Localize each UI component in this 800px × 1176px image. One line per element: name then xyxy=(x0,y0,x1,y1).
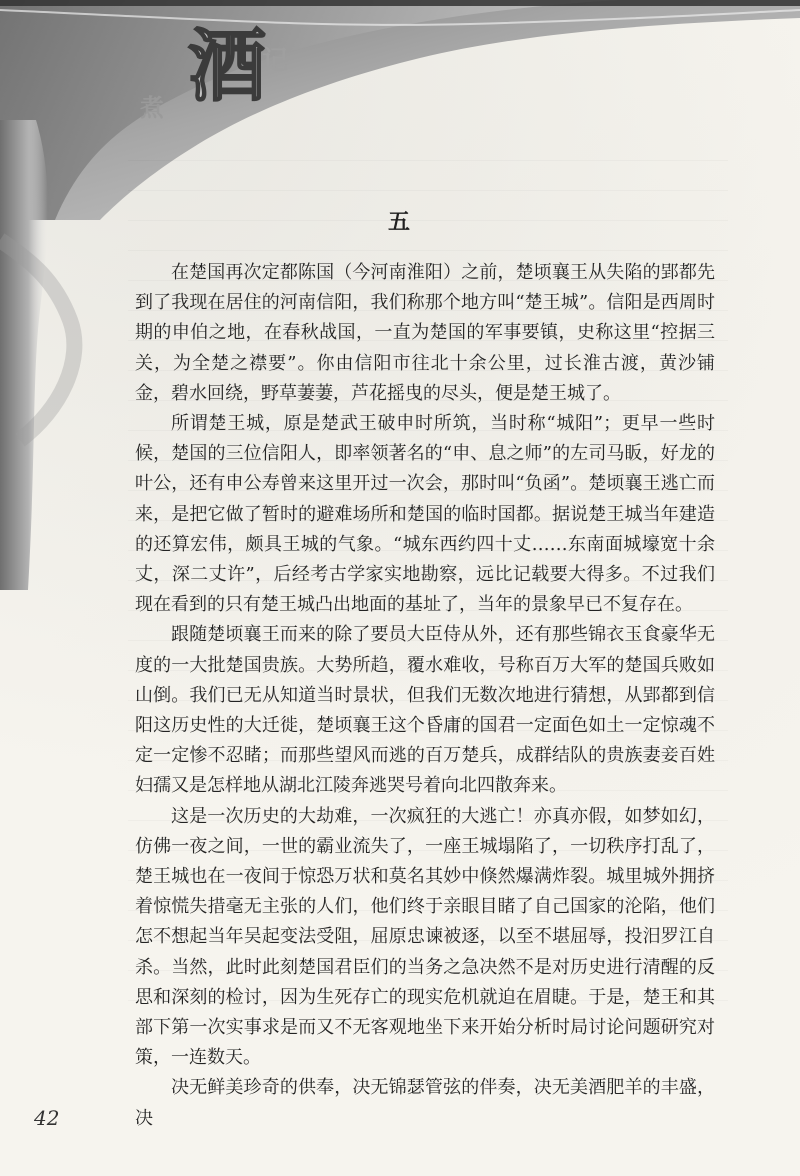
title-char-ji: 记 xyxy=(262,46,289,76)
paragraph: 这是一次历史的大劫难，一次疯狂的大逃亡！亦真亦假，如梦如幻，仿佛一夜之间，一世的霸业流失了，一座王城塌陷了，一切秩序打乱了，楚王城也在一夜间于惊恐万状和莫名其妙中倏然爆满炸裂。城里城外拥挤着惊慌失措毫无主张的人们，他们终于亲眼目睹了自己国家的沦陷，他们怎不想起当年吴起变法受阻，屈原忠谏被逐，以至不堪屈辱，投汨罗江自杀。当然，此时此刻楚国君臣们的当务之急决然不是对历史进行清醒的反思和深刻的检讨，因为生死存亡的现实危机就迫在眉睫。于是，楚王和其部下第一次实事求是而又不无客观地坐下来开始分析时局讨论问题研究对策，一连数天。 xyxy=(135,805,715,1069)
chapter-heading: 五 xyxy=(387,209,412,235)
left-edge-brush-decoration xyxy=(0,120,150,590)
paragraph: 在楚国再次定都陈国（今河南淮阳）之前，楚顷襄王从失陷的郢都先到了我现在居住的河南信阳，我们称那个地方叫“楚王城”。信阳是西周时期的申伯之地，在春秋战国，一直为楚国的军事要镇，史称这里“控据三关，为全楚之襟要”。你由信阳市往北十余公里，过长淮古渡，黄沙铺金，碧水回绕，野草萋萋，芦花摇曳的尽头，便是楚王城了。 xyxy=(135,262,715,404)
title-char-zhu: 煮 xyxy=(140,93,164,122)
paragraph: 跟随楚顷襄王而来的除了要员大臣侍从外，还有那些锦衣玉食豪华无度的一大批楚国贵族。大势所趋，覆水难收，号称百万大军的楚国兵败如山倒。我们已无从知道当时景状，但我们无数次地进行猜想，从郢都到信阳这历史性的大迁徙，楚顷襄王这个昏庸的国君一定面色如土一定惊魂不定一定惨不忍睹；而那些望风而逃的百万楚兵，成群结队的贵族妻妾百姓妇孺又是怎样地从湖北江陵奔逃哭号着向北四散奔来。 xyxy=(135,624,715,797)
paragraph: 决无鲜美珍奇的供奉，决无锦瑟管弦的伴奏，决无美酒肥羊的丰盛，决 xyxy=(135,1077,715,1129)
paragraph: 所谓楚王城，原是楚武王破申时所筑，当时称“城阳”；更早一些时候，楚国的三位信阳人，即率领著名的“申、息之师”的左司马眅，好龙的叶公，还有申公寿曾来这里开过一次会，那时叫“负函”。楚顷襄王逃亡而来，是把它做了暂时的避难场所和楚国的临时国都。据说楚王城当年建造的还算宏伟，颇具王城的气象。“城东西约四十丈……东南面城壕宽十余丈，深二丈许”，后经考古学家实地勘察，远比记载要大得多。不过我们现在看到的只有楚王城凸出地面的基址了，当年的景象早已不复存在。 xyxy=(135,413,715,616)
title-char-jiu: 酒 xyxy=(188,21,267,112)
body-text xyxy=(135,258,715,1134)
page-number: 42 xyxy=(34,1106,60,1130)
book-title-lockup xyxy=(140,21,310,138)
